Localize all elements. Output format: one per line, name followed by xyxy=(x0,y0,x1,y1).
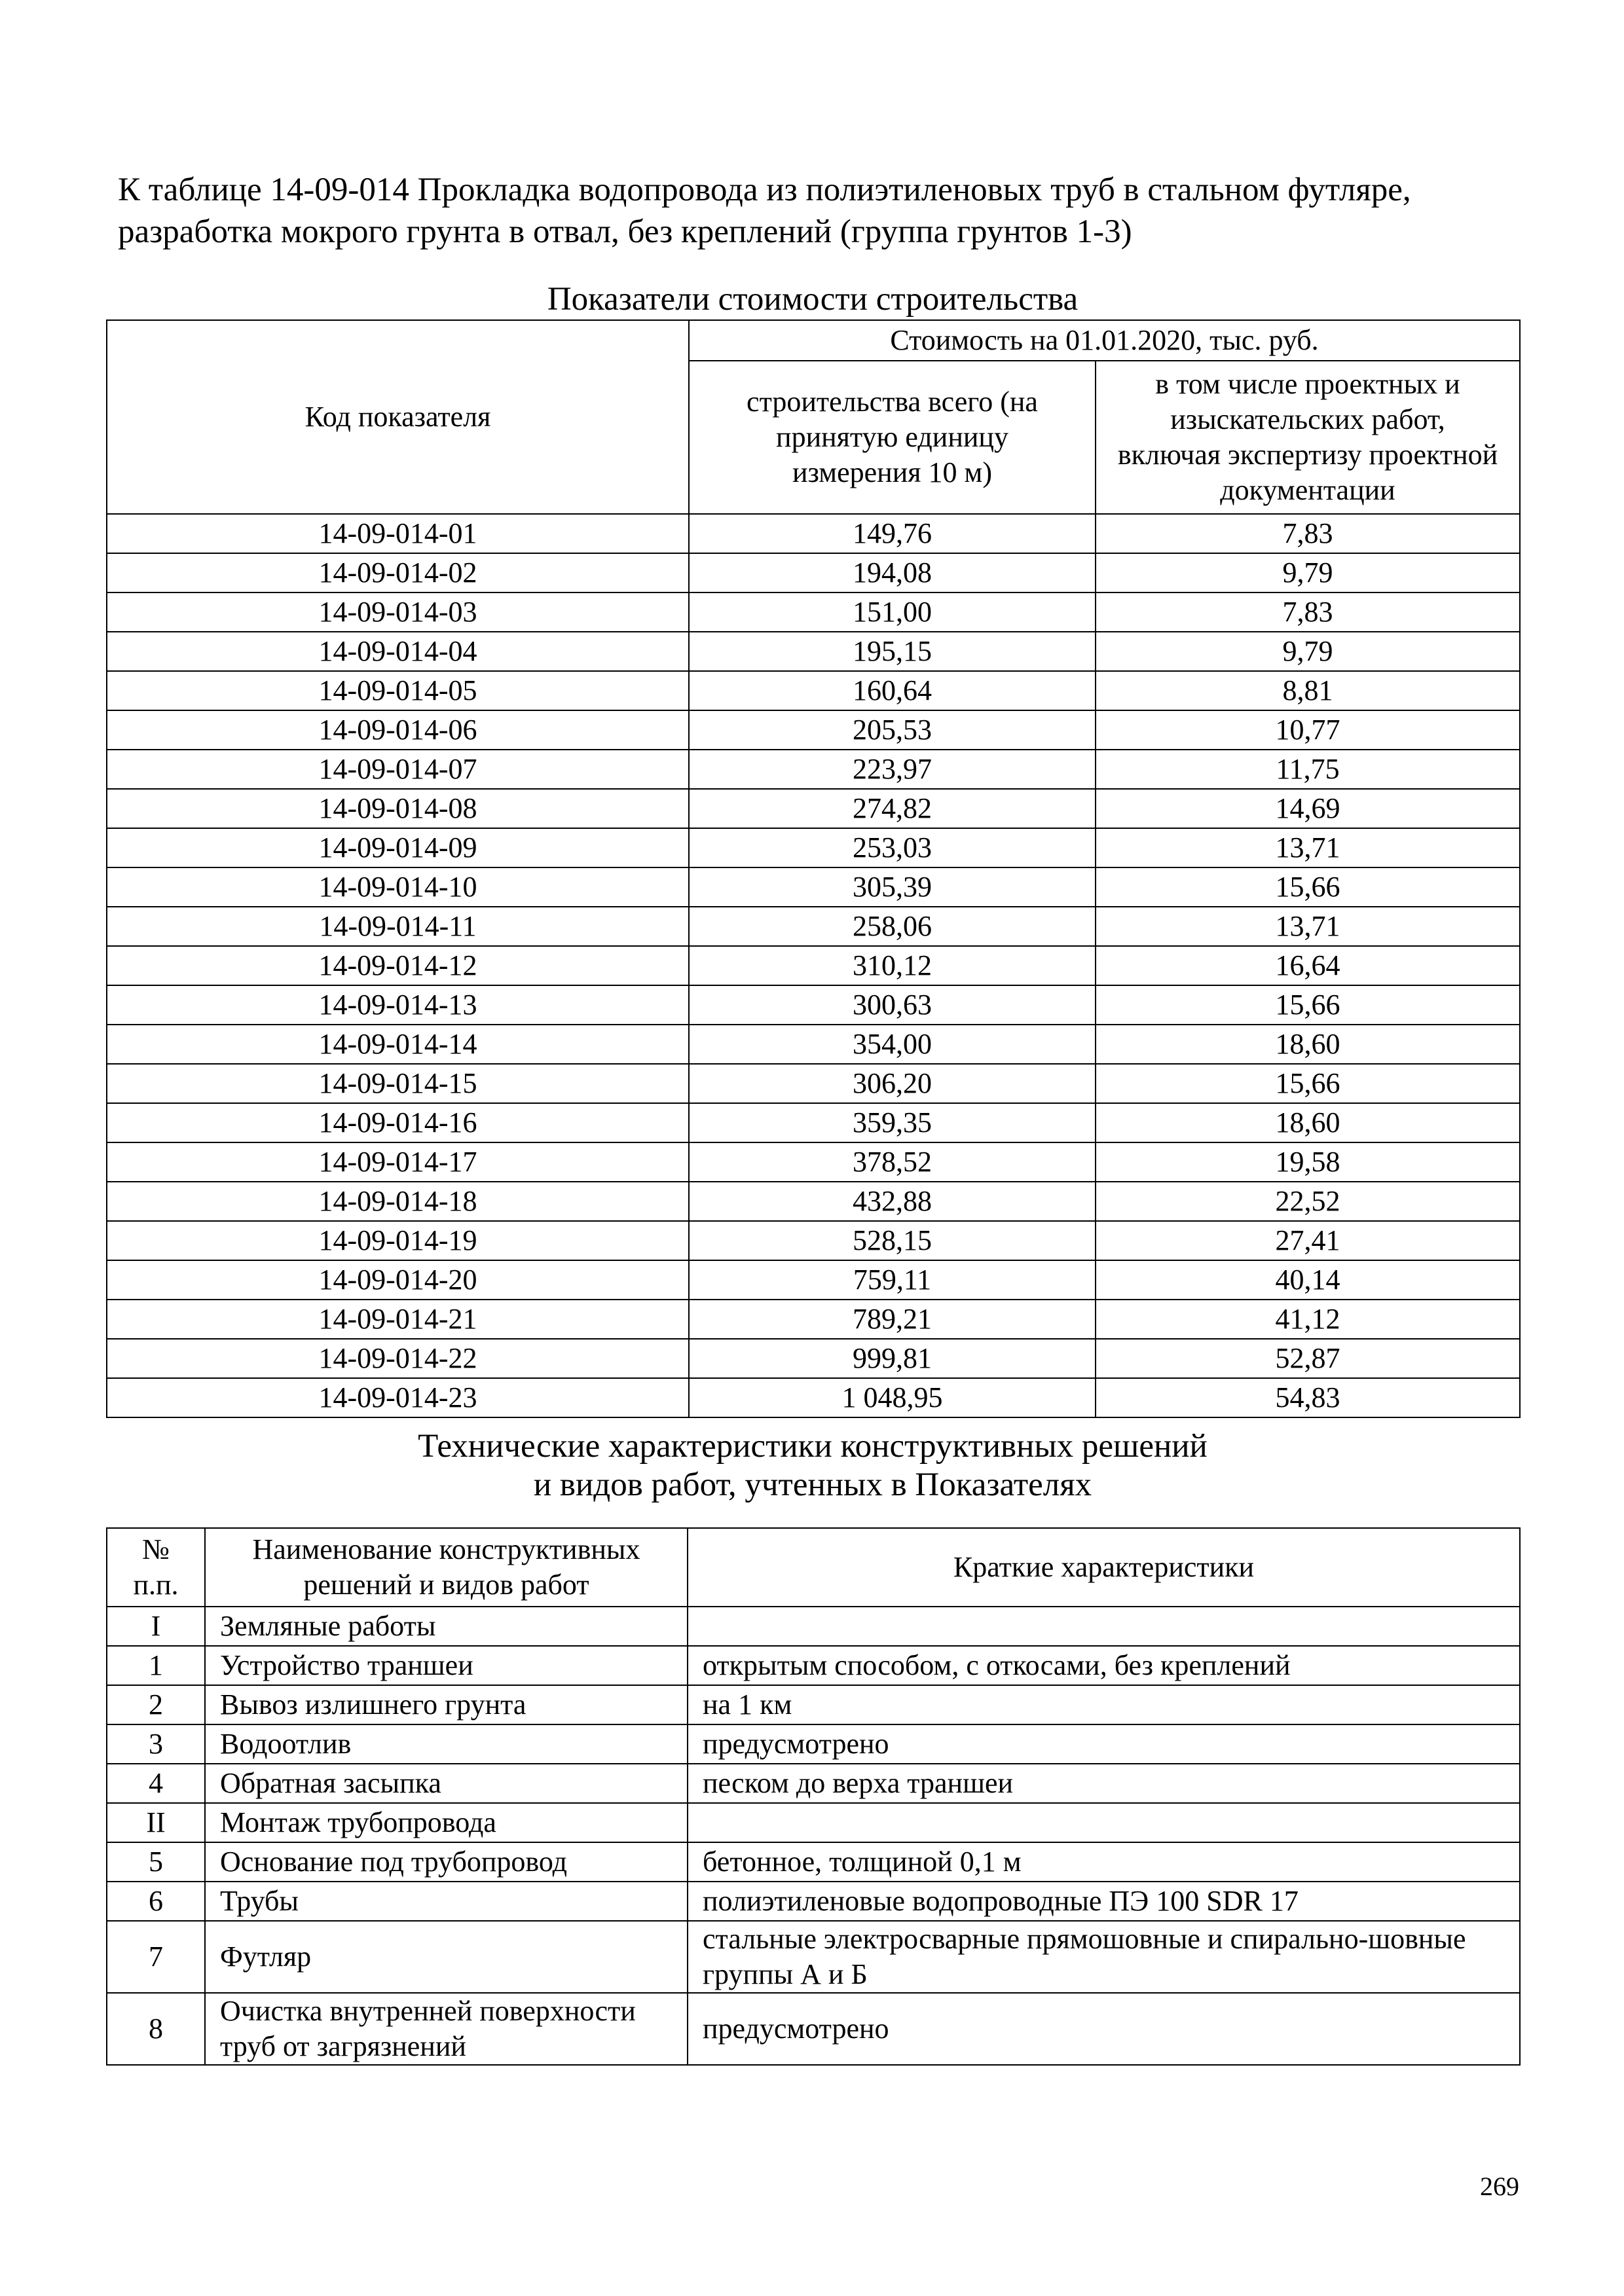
spec-row xyxy=(107,1646,1520,1685)
total-cost-cell: 258,06 xyxy=(689,907,1096,946)
spec-row xyxy=(107,1764,1520,1803)
design-cost-column-header: в том числе проектных и изыскательских работ, включая экспертизу проектной документации xyxy=(1096,361,1520,514)
design-cost-cell: 7,83 xyxy=(1096,514,1520,553)
indicator-code-cell: 14-09-014-02 xyxy=(107,553,689,592)
code-column-header: Код показателя xyxy=(107,320,689,514)
spec-table-caption xyxy=(106,1427,1519,1504)
total-cost-cell: 305,39 xyxy=(689,867,1096,907)
indicator-code-cell: 14-09-014-08 xyxy=(107,789,689,828)
spec-description-cell: предусмотрено xyxy=(688,1724,1520,1764)
spec-number-cell: I xyxy=(107,1607,205,1646)
document-heading: К таблице 14-09-014 Прокладка водопровода из полиэтиленовых труб в стальном футляре, разработка мокрого грунта в отвал, без креплений (группа грунтов 1-3) xyxy=(118,172,1411,250)
cost-row xyxy=(107,592,1520,632)
spec-name-cell: Водоотлив xyxy=(205,1724,688,1764)
total-cost-cell: 160,64 xyxy=(689,671,1096,710)
spec-description-cell: стальные электросварные прямошовные и спирально-шовные группы А и Б xyxy=(688,1921,1520,1993)
spec-number-cell: 3 xyxy=(107,1724,205,1764)
total-cost-cell: 378,52 xyxy=(689,1142,1096,1182)
spec-description-cell: предусмотрено xyxy=(688,1993,1520,2065)
cost-row xyxy=(107,789,1520,828)
spec-description-cell xyxy=(688,1607,1520,1646)
cost-row xyxy=(107,1378,1520,1417)
total-cost-column-header: строительства всего (на принятую единицу измерения 10 м) xyxy=(689,361,1096,514)
indicator-code-cell: 14-09-014-19 xyxy=(107,1221,689,1260)
cost-row xyxy=(107,867,1520,907)
indicator-code-cell: 14-09-014-07 xyxy=(107,750,689,789)
indicator-code-cell: 14-09-014-21 xyxy=(107,1300,689,1339)
indicator-code-cell: 14-09-014-11 xyxy=(107,907,689,946)
spec-row xyxy=(107,1842,1520,1882)
design-cost-cell: 15,66 xyxy=(1096,1064,1520,1103)
technical-specs-table xyxy=(106,1527,1521,2066)
cost-row xyxy=(107,1025,1520,1064)
cost-row xyxy=(107,1260,1520,1300)
cost-group-header: Стоимость на 01.01.2020, тыс. руб. xyxy=(689,320,1520,361)
design-cost-cell: 22,52 xyxy=(1096,1182,1520,1221)
design-cost-cell: 7,83 xyxy=(1096,592,1520,632)
spec-number-cell: II xyxy=(107,1803,205,1842)
spec-name-cell: Очистка внутренней поверхности труб от загрязнений xyxy=(205,1993,688,2065)
design-cost-cell: 9,79 xyxy=(1096,632,1520,671)
design-cost-cell: 13,71 xyxy=(1096,907,1520,946)
spec-name-cell: Футляр xyxy=(205,1921,688,1993)
design-cost-cell: 8,81 xyxy=(1096,671,1520,710)
spec-name-cell: Монтаж трубопровода xyxy=(205,1803,688,1842)
design-cost-cell: 15,66 xyxy=(1096,985,1520,1025)
total-cost-cell: 528,15 xyxy=(689,1221,1096,1260)
indicator-code-cell: 14-09-014-12 xyxy=(107,946,689,985)
indicator-code-cell: 14-09-014-09 xyxy=(107,828,689,867)
indicator-code-cell: 14-09-014-05 xyxy=(107,671,689,710)
spec-row xyxy=(107,1882,1520,1921)
spec-description-cell: на 1 км xyxy=(688,1685,1520,1724)
total-cost-cell: 253,03 xyxy=(689,828,1096,867)
design-cost-cell: 10,77 xyxy=(1096,710,1520,750)
spec-number-cell: 8 xyxy=(107,1993,205,2065)
cost-row xyxy=(107,1221,1520,1260)
design-cost-cell: 9,79 xyxy=(1096,553,1520,592)
indicator-code-cell: 14-09-014-13 xyxy=(107,985,689,1025)
total-cost-cell: 194,08 xyxy=(689,553,1096,592)
indicator-code-cell: 14-09-014-01 xyxy=(107,514,689,553)
indicator-code-cell: 14-09-014-04 xyxy=(107,632,689,671)
indicator-code-cell: 14-09-014-14 xyxy=(107,1025,689,1064)
spec-description-cell xyxy=(688,1803,1520,1842)
spec-row xyxy=(107,1607,1520,1646)
spec-number-cell: 7 xyxy=(107,1921,205,1993)
indicator-code-cell: 14-09-014-17 xyxy=(107,1142,689,1182)
description-column-header: Краткие характеристики xyxy=(688,1528,1520,1607)
spec-number-cell: 4 xyxy=(107,1764,205,1803)
cost-row xyxy=(107,750,1520,789)
spec-name-cell: Земляные работы xyxy=(205,1607,688,1646)
total-cost-cell: 354,00 xyxy=(689,1025,1096,1064)
indicator-code-cell: 14-09-014-20 xyxy=(107,1260,689,1300)
indicator-code-cell: 14-09-014-10 xyxy=(107,867,689,907)
design-cost-cell: 13,71 xyxy=(1096,828,1520,867)
total-cost-cell: 359,35 xyxy=(689,1103,1096,1142)
spec-number-cell: 5 xyxy=(107,1842,205,1882)
indicator-code-cell: 14-09-014-18 xyxy=(107,1182,689,1221)
design-cost-cell: 16,64 xyxy=(1096,946,1520,985)
spec-caption-line-1: Технические характеристики конструктивных решений xyxy=(418,1428,1208,1465)
cost-row xyxy=(107,514,1520,553)
design-cost-cell: 41,12 xyxy=(1096,1300,1520,1339)
cost-row xyxy=(107,1064,1520,1103)
spec-name-cell: Устройство траншеи xyxy=(205,1646,688,1685)
design-cost-cell: 54,83 xyxy=(1096,1378,1520,1417)
spec-description-cell: бетонное, толщиной 0,1 м xyxy=(688,1842,1520,1882)
spec-name-cell: Обратная засыпка xyxy=(205,1764,688,1803)
design-cost-cell: 18,60 xyxy=(1096,1025,1520,1064)
cost-row xyxy=(107,632,1520,671)
cost-row xyxy=(107,1142,1520,1182)
total-cost-cell: 149,76 xyxy=(689,514,1096,553)
design-cost-cell: 27,41 xyxy=(1096,1221,1520,1260)
spec-description-cell: песком до верха траншеи xyxy=(688,1764,1520,1803)
indicator-code-cell: 14-09-014-15 xyxy=(107,1064,689,1103)
cost-indicators-table xyxy=(106,319,1521,1418)
total-cost-cell: 223,97 xyxy=(689,750,1096,789)
cost-row xyxy=(107,553,1520,592)
total-cost-cell: 300,63 xyxy=(689,985,1096,1025)
spec-caption-line-2: и видов работ, учтенных в Показателях xyxy=(533,1467,1092,1503)
spec-name-cell: Основание под трубопровод xyxy=(205,1842,688,1882)
total-cost-cell: 999,81 xyxy=(689,1339,1096,1378)
cost-row xyxy=(107,985,1520,1025)
cost-table-caption: Показатели стоимости строительства xyxy=(547,281,1079,318)
total-cost-cell: 195,15 xyxy=(689,632,1096,671)
design-cost-cell: 40,14 xyxy=(1096,1260,1520,1300)
spec-name-cell: Вывоз излишнего грунта xyxy=(205,1685,688,1724)
page-number: 269 xyxy=(1480,2172,1519,2201)
total-cost-cell: 1 048,95 xyxy=(689,1378,1096,1417)
total-cost-cell: 151,00 xyxy=(689,592,1096,632)
indicator-code-cell: 14-09-014-23 xyxy=(107,1378,689,1417)
design-cost-cell: 52,87 xyxy=(1096,1339,1520,1378)
design-cost-cell: 19,58 xyxy=(1096,1142,1520,1182)
cost-row xyxy=(107,1182,1520,1221)
spec-number-cell: 6 xyxy=(107,1882,205,1921)
total-cost-cell: 205,53 xyxy=(689,710,1096,750)
cost-row xyxy=(107,907,1520,946)
cost-row xyxy=(107,1103,1520,1142)
spec-number-cell: 1 xyxy=(107,1646,205,1685)
design-cost-cell: 14,69 xyxy=(1096,789,1520,828)
total-cost-cell: 432,88 xyxy=(689,1182,1096,1221)
cost-row xyxy=(107,1339,1520,1378)
total-cost-cell: 789,21 xyxy=(689,1300,1096,1339)
design-cost-cell: 18,60 xyxy=(1096,1103,1520,1142)
total-cost-cell: 306,20 xyxy=(689,1064,1096,1103)
cost-row xyxy=(107,828,1520,867)
indicator-code-cell: 14-09-014-06 xyxy=(107,710,689,750)
spec-name-cell: Трубы xyxy=(205,1882,688,1921)
spec-row xyxy=(107,1685,1520,1724)
name-column-header: Наименование конструктивных решений и видов работ xyxy=(205,1528,688,1607)
spec-description-cell: открытым способом, с откосами, без креплений xyxy=(688,1646,1520,1685)
indicator-code-cell: 14-09-014-16 xyxy=(107,1103,689,1142)
design-cost-cell: 11,75 xyxy=(1096,750,1520,789)
spec-row xyxy=(107,1993,1520,2065)
total-cost-cell: 310,12 xyxy=(689,946,1096,985)
spec-row xyxy=(107,1921,1520,1993)
spec-row xyxy=(107,1724,1520,1764)
cost-row xyxy=(107,671,1520,710)
design-cost-cell: 15,66 xyxy=(1096,867,1520,907)
spec-row xyxy=(107,1803,1520,1842)
spec-description-cell: полиэтиленовые водопроводные ПЭ 100 SDR 17 xyxy=(688,1882,1520,1921)
indicator-code-cell: 14-09-014-03 xyxy=(107,592,689,632)
spec-number-cell: 2 xyxy=(107,1685,205,1724)
total-cost-cell: 274,82 xyxy=(689,789,1096,828)
cost-row xyxy=(107,710,1520,750)
cost-row xyxy=(107,1300,1520,1339)
indicator-code-cell: 14-09-014-22 xyxy=(107,1339,689,1378)
number-column-header: № п.п. xyxy=(107,1528,205,1607)
total-cost-cell: 759,11 xyxy=(689,1260,1096,1300)
cost-row xyxy=(107,946,1520,985)
